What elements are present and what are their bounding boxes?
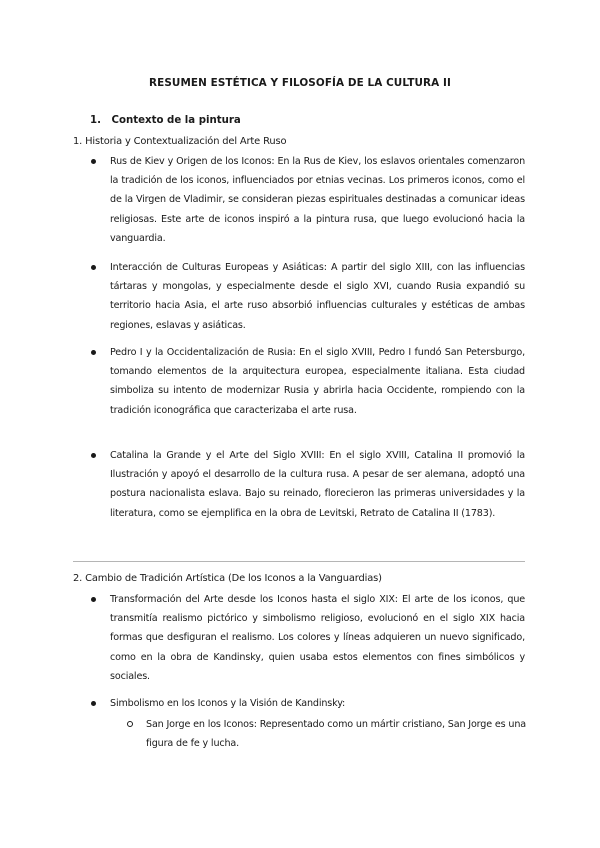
section-heading-text: Contexto de la pintura — [111, 115, 241, 126]
bullet-text: Transformación del Arte desde los Iconos hasta el siglo XIX: El arte de los iconos, que transmitía realismo pictórico y simbolismo religioso, evolucionó en el siglo XIX hacia formas que desfiguran el realismo. Los colores y líneas adquieren un nuevo significado, como en la obra de Kandinsky, quien usaba estos elementos con fines simbólicos y sociales. — [110, 594, 525, 682]
bullet-icon — [91, 265, 96, 270]
section-number: 1. — [90, 115, 101, 126]
subsection-heading-1: 1. Historia y Contextualización del Arte Ruso — [73, 136, 287, 147]
bullet-icon — [91, 350, 96, 355]
bullet-text: Rus de Kiev y Origen de los Iconos: En la Rus de Kiev, los eslavos orientales comenzaron la tradición de los iconos, influenciados por etnias vecinas. Los primeros iconos, como el de la Virgen de Vladimir, se consideran piezas espirituales destinadas a comunicar ideas religiosas. Este arte de iconos inspiró a la pintura rusa, que luego evolucionó hacia la vanguardia. — [110, 156, 525, 244]
sub-bullet-text: San Jorge en los Iconos: Representado como un mártir cristiano, San Jorge es una figura de fe y lucha. — [146, 719, 526, 750]
bullet-text: Pedro I y la Occidentalización de Rusia: En el siglo XVIII, Pedro I fundó San Petersburgo, tomando elementos de la arquitectura europea, especialmente italiana. Esta ciudad simboliza su intento de modernizar Rusia y abrirla hacia Occidente, rompiendo con la tradición iconográfica que caracterizaba el arte rusa. — [110, 347, 525, 416]
bullet-icon — [91, 159, 96, 164]
list-item — [110, 694, 525, 713]
bullet-icon — [91, 453, 96, 458]
document-title: RESUMEN ESTÉTICA Y FILOSOFÍA DE LA CULTURA II — [149, 77, 451, 89]
bullet-icon — [91, 597, 96, 602]
bullet-icon — [91, 701, 96, 706]
sub-list-item — [146, 715, 526, 753]
hollow-bullet-icon — [127, 721, 133, 727]
list-item — [110, 590, 525, 686]
horizontal-divider — [73, 561, 525, 562]
bullet-text: Interacción de Culturas Europeas y Asiáticas: A partir del siglo XIII, con las influencias tártaras y mongolas, y especialmente desde el siglo XVI, cuando Rusia expandió su territorio hacia Asia, el arte ruso absorbió influencias culturales y estéticas de ambas regiones, eslavas y asiáticas. — [110, 262, 525, 331]
subsection-heading-2: 2. Cambio de Tradición Artística (De los Iconos a la Vanguardias) — [73, 573, 382, 584]
list-item — [110, 343, 525, 420]
list-item — [110, 152, 525, 248]
list-item — [110, 446, 525, 523]
section-heading — [90, 115, 241, 126]
list-item — [110, 258, 525, 335]
bullet-text: Simbolismo en los Iconos y la Visión de Kandinsky: — [110, 698, 346, 709]
bullet-text: Catalina la Grande y el Arte del Siglo XVIII: En el siglo XVIII, Catalina II promovió la Ilustración y apoyó el desarrollo de la cultura rusa. A pesar de ser alemana, adoptó una postura nacionalista eslava. Bajo su reinado, florecieron las primeras universidades y la literatura, como se ejemplifica en la obra de Levitski, Retrato de Catalina II (1783). — [110, 450, 525, 519]
